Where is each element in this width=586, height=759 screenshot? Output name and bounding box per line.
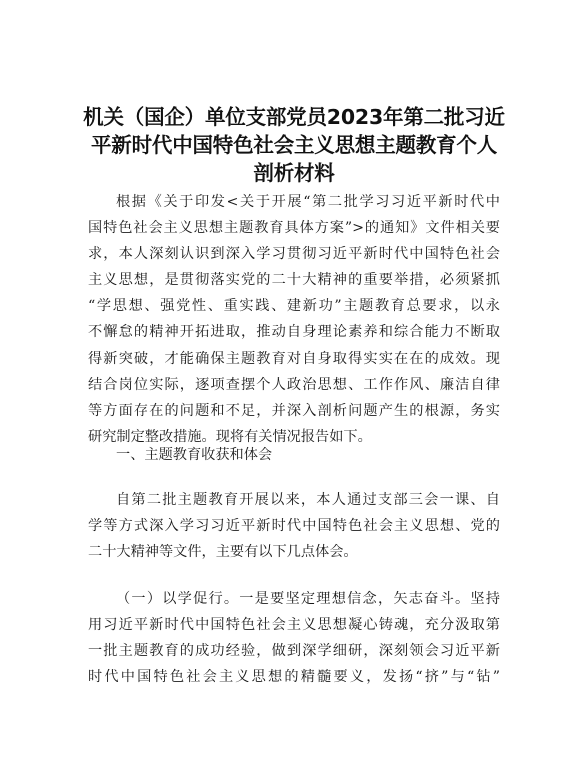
paragraph-line: 自第二批主题教育开展以来，本人通过支部三会一课、自: [116, 492, 500, 508]
paragraph-line: 得新突破，才能确保主题教育对自身取得实实在在的成效。现: [88, 350, 500, 367]
subsection1-paragraph: [88, 586, 500, 690]
paragraph-line: 结合岗位实际，逐项查摆个人政治思想、工作作风、廉洁自律: [88, 376, 500, 393]
section1-paragraph: [88, 487, 500, 565]
paragraph-line: 一批主题教育的成功经验，做到深学细研，深刻领会习近平新: [88, 643, 500, 660]
paragraph-line: 国特色社会主义思想主题教育具体方案”>的通知》文件相关要: [88, 220, 500, 237]
section-heading: [88, 442, 500, 468]
section-heading-text: 一、主题教育收获和体会: [116, 447, 273, 463]
title-line: 机关（国企）单位支部党员2023年第二批习近: [83, 105, 505, 129]
paragraph-line: 求，本人深刻认识到深入学习贯彻习近平新时代中国特色社会: [88, 246, 500, 263]
title-line: 平新时代中国特色社会主义思想主题教育个人: [91, 133, 497, 157]
document-title: [78, 103, 510, 187]
intro-paragraph: [88, 189, 500, 450]
paragraph-line: 等方面存在的问题和不足，并深入剖析问题产生的根源，务实: [88, 402, 500, 419]
paragraph-line: （一）以学促行。一是要坚定理想信念，矢志奋斗。坚持: [116, 591, 500, 607]
paragraph-line: 学等方式深入学习习近平新时代中国特色社会主义思想、党的: [88, 518, 500, 535]
paragraph-line: 不懈怠的精神开拓进取，推动自身理论素养和综合能力不断取: [88, 324, 500, 341]
paragraph-line: 时代中国特色社会主义思想的精髓要义，发扬“挤”与“钻”: [88, 669, 500, 686]
paragraph-line: “学思想、强党性、重实践、建新功”主题教育总要求，以永: [88, 298, 500, 315]
paragraph-line: 用习近平新时代中国特色社会主义思想凝心铸魂，充分汲取第: [88, 617, 500, 634]
paragraph-line: 二十大精神等文件，主要有以下几点体会。: [88, 544, 358, 561]
paragraph-line: 主义思想，是贯彻落实党的二十大精神的重要举措，必须紧抓: [88, 272, 500, 289]
paragraph-line: 研究制定整改措施。现将有关情况报告如下。: [88, 428, 372, 445]
title-line: 剖析材料: [253, 161, 335, 185]
paragraph-line: 根据《关于印发<关于开展“第二批学习习近平新时代中: [116, 194, 500, 210]
